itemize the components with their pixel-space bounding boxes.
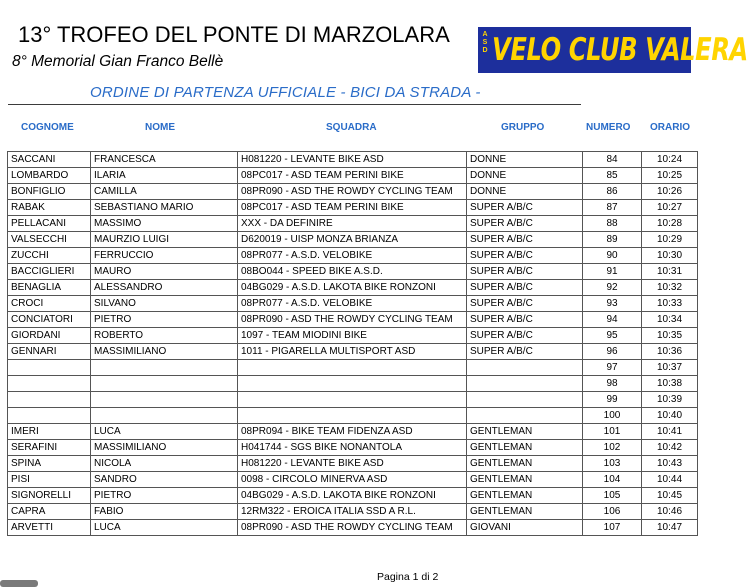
cell-squadra: H081220 - LEVANTE BIKE ASD [238, 456, 467, 472]
cell-orario: 10:27 [642, 200, 698, 216]
cell-squadra: 08PR077 - A.S.D. VELOBIKE [238, 248, 467, 264]
column-header-numero: NUMERO [586, 122, 631, 133]
cell-squadra: 12RM322 - EROICA ITALIA SSD A R.L. [238, 504, 467, 520]
cell-gruppo [467, 408, 583, 424]
horizontal-scrollbar[interactable] [0, 580, 38, 587]
page-subtitle: 8° Memorial Gian Franco Bellè [12, 53, 224, 70]
cell-cognome: CONCIATORI [8, 312, 91, 328]
cell-cognome: IMERI [8, 424, 91, 440]
cell-gruppo: GIOVANI [467, 520, 583, 536]
cell-numero: 98 [583, 376, 642, 392]
column-header-gruppo: GRUPPO [501, 122, 545, 133]
table-row [8, 472, 698, 488]
cell-gruppo: GENTLEMAN [467, 472, 583, 488]
table-row [8, 216, 698, 232]
cell-nome: MASSIMILIANO [91, 440, 238, 456]
cell-orario: 10:24 [642, 152, 698, 168]
cell-orario: 10:32 [642, 280, 698, 296]
cell-numero: 106 [583, 504, 642, 520]
cell-numero: 88 [583, 216, 642, 232]
cell-numero: 94 [583, 312, 642, 328]
cell-orario: 10:30 [642, 248, 698, 264]
page-number: Pagina 1 di 2 [377, 571, 439, 583]
cell-cognome: CAPRA [8, 504, 91, 520]
cell-gruppo: DONNE [467, 152, 583, 168]
column-header-nome: NOME [145, 122, 175, 133]
cell-nome: MAURZIO LUIGI [91, 232, 238, 248]
list-heading: ORDINE DI PARTENZA UFFICIALE - BICI DA STRADA - [90, 84, 481, 101]
cell-numero: 103 [583, 456, 642, 472]
cell-cognome: GENNARI [8, 344, 91, 360]
cell-gruppo: GENTLEMAN [467, 504, 583, 520]
cell-squadra [238, 360, 467, 376]
table-row [8, 440, 698, 456]
cell-cognome: SPINA [8, 456, 91, 472]
cell-gruppo: SUPER A/B/C [467, 312, 583, 328]
cell-cognome: LOMBARDO [8, 168, 91, 184]
cell-numero: 84 [583, 152, 642, 168]
cell-gruppo: GENTLEMAN [467, 456, 583, 472]
table-row [8, 408, 698, 424]
cell-squadra: 08PR090 - ASD THE ROWDY CYCLING TEAM [238, 520, 467, 536]
cell-squadra: 1097 - TEAM MIODINI BIKE [238, 328, 467, 344]
cell-cognome [8, 408, 91, 424]
cell-numero: 86 [583, 184, 642, 200]
cell-orario: 10:29 [642, 232, 698, 248]
cell-squadra: 04BG029 - A.S.D. LAKOTA BIKE RONZONI [238, 280, 467, 296]
cell-cognome: BACCIGLIERI [8, 264, 91, 280]
cell-squadra: D620019 - UISP MONZA BRIANZA [238, 232, 467, 248]
cell-squadra: 08PR077 - A.S.D. VELOBIKE [238, 296, 467, 312]
table-row [8, 520, 698, 536]
cell-squadra: 08PR090 - ASD THE ROWDY CYCLING TEAM [238, 312, 467, 328]
cell-cognome: SERAFINI [8, 440, 91, 456]
table-row [8, 488, 698, 504]
cell-orario: 10:26 [642, 184, 698, 200]
cell-nome: FABIO [91, 504, 238, 520]
table-row [8, 392, 698, 408]
cell-numero: 96 [583, 344, 642, 360]
cell-gruppo: SUPER A/B/C [467, 328, 583, 344]
table-row [8, 232, 698, 248]
cell-orario: 10:40 [642, 408, 698, 424]
cell-cognome: SIGNORELLI [8, 488, 91, 504]
cell-gruppo: SUPER A/B/C [467, 232, 583, 248]
cell-numero: 102 [583, 440, 642, 456]
cell-orario: 10:45 [642, 488, 698, 504]
club-logo [478, 27, 748, 73]
cell-squadra: 08BO044 - SPEED BIKE A.S.D. [238, 264, 467, 280]
table-row [8, 184, 698, 200]
cell-cognome: ZUCCHI [8, 248, 91, 264]
cell-gruppo: SUPER A/B/C [467, 200, 583, 216]
cell-numero: 97 [583, 360, 642, 376]
cell-cognome: VALSECCHI [8, 232, 91, 248]
cell-gruppo: DONNE [467, 168, 583, 184]
cell-orario: 10:36 [642, 344, 698, 360]
cell-orario: 10:33 [642, 296, 698, 312]
cell-squadra: 08PR090 - ASD THE ROWDY CYCLING TEAM [238, 184, 467, 200]
column-header-squadra: SQUADRA [326, 122, 377, 133]
cell-nome: SILVANO [91, 296, 238, 312]
cell-squadra [238, 376, 467, 392]
cell-numero: 95 [583, 328, 642, 344]
cell-squadra: H041744 - SGS BIKE NONANTOLA [238, 440, 467, 456]
cell-nome: ROBERTO [91, 328, 238, 344]
table-row [8, 200, 698, 216]
cell-nome: LUCA [91, 520, 238, 536]
cell-numero: 107 [583, 520, 642, 536]
cell-nome: PIETRO [91, 312, 238, 328]
cell-nome: ILARIA [91, 168, 238, 184]
table-row [8, 376, 698, 392]
column-header-orario: ORARIO [650, 122, 690, 133]
cell-cognome [8, 376, 91, 392]
table-row [8, 296, 698, 312]
cell-nome [91, 392, 238, 408]
table-row [8, 280, 698, 296]
cell-gruppo: DONNE [467, 184, 583, 200]
cell-gruppo: GENTLEMAN [467, 424, 583, 440]
cell-orario: 10:39 [642, 392, 698, 408]
cell-nome: CAMILLA [91, 184, 238, 200]
cell-gruppo [467, 360, 583, 376]
table-row [8, 424, 698, 440]
table-row [8, 360, 698, 376]
cell-gruppo: SUPER A/B/C [467, 216, 583, 232]
cell-nome: PIETRO [91, 488, 238, 504]
cell-cognome: RABAK [8, 200, 91, 216]
cell-squadra: 1011 - PIGARELLA MULTISPORT ASD [238, 344, 467, 360]
cell-numero: 90 [583, 248, 642, 264]
cell-nome [91, 360, 238, 376]
cell-numero: 93 [583, 296, 642, 312]
cell-nome: LUCA [91, 424, 238, 440]
cell-cognome: ARVETTI [8, 520, 91, 536]
cell-orario: 10:42 [642, 440, 698, 456]
table-row [8, 504, 698, 520]
cell-orario: 10:34 [642, 312, 698, 328]
cell-orario: 10:44 [642, 472, 698, 488]
cell-numero: 85 [583, 168, 642, 184]
cell-orario: 10:43 [642, 456, 698, 472]
cell-nome: SANDRO [91, 472, 238, 488]
cell-squadra: H081220 - LEVANTE BIKE ASD [238, 152, 467, 168]
cell-squadra: XXX - DA DEFINIRE [238, 216, 467, 232]
cell-gruppo: GENTLEMAN [467, 488, 583, 504]
cell-numero: 104 [583, 472, 642, 488]
logo-prefix: A S D [482, 31, 488, 54]
cell-gruppo: SUPER A/B/C [467, 248, 583, 264]
table-row [8, 168, 698, 184]
table-row [8, 248, 698, 264]
cell-orario: 10:25 [642, 168, 698, 184]
table-row [8, 328, 698, 344]
cell-numero: 105 [583, 488, 642, 504]
cell-squadra: 04BG029 - A.S.D. LAKOTA BIKE RONZONI [238, 488, 467, 504]
cell-orario: 10:38 [642, 376, 698, 392]
cell-cognome: PISI [8, 472, 91, 488]
cell-squadra [238, 392, 467, 408]
page-title: 13° TROFEO DEL PONTE DI MARZOLARA [18, 22, 450, 47]
logo-name: VELO CLUB VALERA [492, 32, 748, 68]
cell-gruppo [467, 392, 583, 408]
cell-nome [91, 408, 238, 424]
start-order-table [7, 151, 698, 536]
cell-squadra: 08PC017 - ASD TEAM PERINI BIKE [238, 200, 467, 216]
cell-nome: SEBASTIANO MARIO [91, 200, 238, 216]
heading-divider [8, 104, 581, 105]
cell-nome: MASSIMO [91, 216, 238, 232]
column-header-cognome: COGNOME [21, 122, 74, 133]
cell-orario: 10:28 [642, 216, 698, 232]
cell-cognome: BONFIGLIO [8, 184, 91, 200]
cell-gruppo: SUPER A/B/C [467, 344, 583, 360]
cell-orario: 10:31 [642, 264, 698, 280]
cell-squadra: 0098 - CIRCOLO MINERVA ASD [238, 472, 467, 488]
cell-cognome [8, 360, 91, 376]
cell-cognome [8, 392, 91, 408]
cell-gruppo: SUPER A/B/C [467, 264, 583, 280]
cell-cognome: PELLACANI [8, 216, 91, 232]
cell-numero: 99 [583, 392, 642, 408]
cell-gruppo: GENTLEMAN [467, 440, 583, 456]
cell-nome: ALESSANDRO [91, 280, 238, 296]
table-row [8, 264, 698, 280]
table-row [8, 344, 698, 360]
cell-nome: NICOLA [91, 456, 238, 472]
cell-cognome: CROCI [8, 296, 91, 312]
cell-orario: 10:46 [642, 504, 698, 520]
cell-nome: FERRUCCIO [91, 248, 238, 264]
table-row [8, 152, 698, 168]
cell-numero: 87 [583, 200, 642, 216]
cell-numero: 100 [583, 408, 642, 424]
cell-nome: MASSIMILIANO [91, 344, 238, 360]
table-row [8, 312, 698, 328]
cell-gruppo [467, 376, 583, 392]
cell-gruppo: SUPER A/B/C [467, 296, 583, 312]
cell-numero: 91 [583, 264, 642, 280]
cell-nome: MAURO [91, 264, 238, 280]
cell-orario: 10:41 [642, 424, 698, 440]
cell-squadra [238, 408, 467, 424]
cell-cognome: SACCANI [8, 152, 91, 168]
cell-numero: 101 [583, 424, 642, 440]
cell-squadra: 08PC017 - ASD TEAM PERINI BIKE [238, 168, 467, 184]
cell-orario: 10:37 [642, 360, 698, 376]
cell-nome: FRANCESCA [91, 152, 238, 168]
cell-orario: 10:35 [642, 328, 698, 344]
cell-cognome: GIORDANI [8, 328, 91, 344]
table-row [8, 456, 698, 472]
cell-numero: 92 [583, 280, 642, 296]
cell-nome [91, 376, 238, 392]
cell-squadra: 08PR094 - BIKE TEAM FIDENZA ASD [238, 424, 467, 440]
cell-numero: 89 [583, 232, 642, 248]
cell-gruppo: SUPER A/B/C [467, 280, 583, 296]
cell-cognome: BENAGLIA [8, 280, 91, 296]
cell-orario: 10:47 [642, 520, 698, 536]
